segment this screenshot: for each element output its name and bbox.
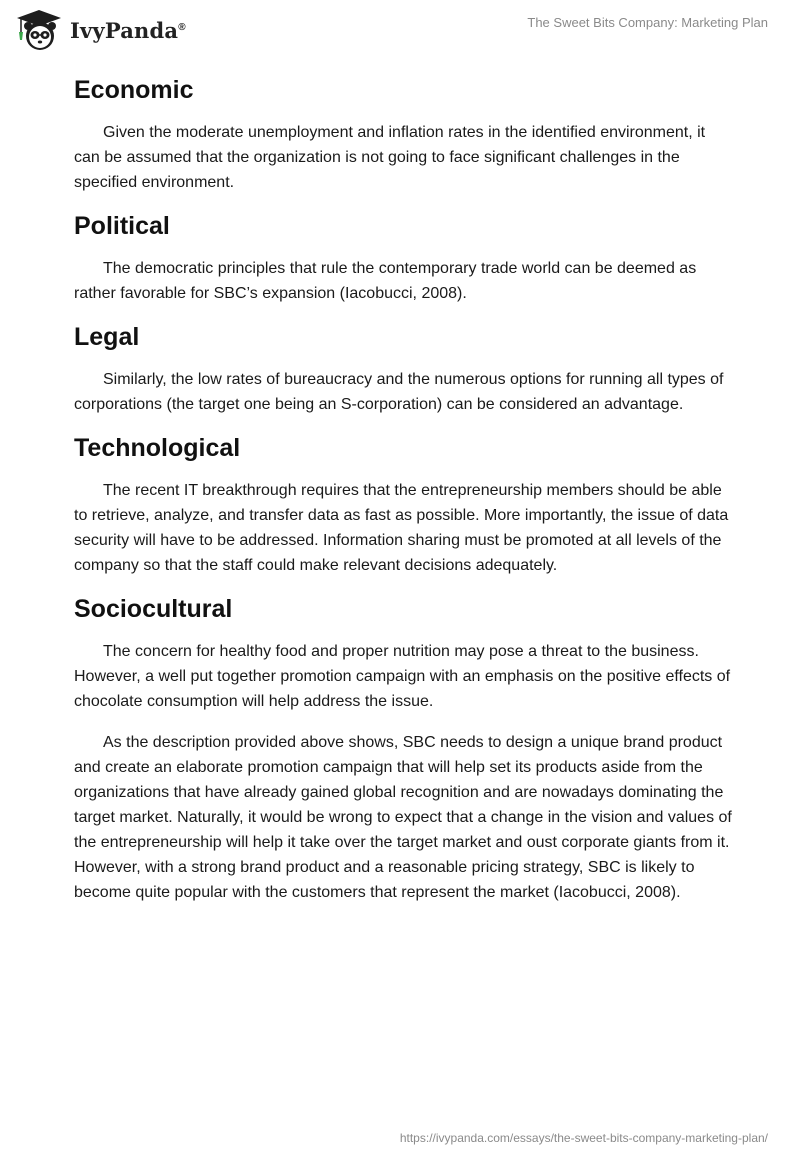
paragraph: The concern for healthy food and proper nutrition may pose a threat to the business. However, a well put together promotion campaign with an emphasis on the positive effects of chocolate consumption will help address the issue. [74,643,731,710]
section-heading: Technological [74,434,241,462]
page-header [0,0,800,60]
paragraph: As the description provided above shows, SBC needs to design a unique brand product and create an elaborate promotion campaign that will help set its products aside from the organizations that have already gained global recognition and are nowadays dominating the target market. Naturally, it would be wrong to expect that a change in the vision and values of the entrepreneurship will help it take over the target market and oust corporate giants from it. However, with a strong brand product and a reasonable pricing strategy, SBC is likely to become quite popular with the customers that represent the market (Iacobucci, 2008). [74,734,732,901]
ivypanda-logo[interactable] [14,8,186,52]
section-economic [74,72,734,195]
document-title: The Sweet Bits Company: Marketing Plan [527,15,768,30]
brand-name: IvyPanda® [70,17,186,43]
section-heading: Political [74,212,170,240]
section-technological [74,430,734,578]
source-url[interactable]: https://ivypanda.com/essays/the-sweet-bits-company-marketing-plan/ [399,1131,768,1145]
section-heading: Sociocultural [74,595,233,623]
section-sociocultural [74,591,734,905]
section-heading: Legal [74,323,140,351]
section-legal [74,319,734,417]
section-heading: Economic [74,76,194,104]
article-body [74,70,734,905]
paragraph: The democratic principles that rule the contemporary trade world can be deemed as rather favorable for SBC’s expansion (Iacobucci, 2008). [74,260,697,302]
paragraph: Given the moderate unemployment and inflation rates in the identified environment, it can be assumed that the organization is not going to face significant challenges in the specified environment. [74,124,706,191]
section-political [74,208,734,306]
panda-graduate-icon [14,8,64,52]
paragraph: The recent IT breakthrough requires that the entrepreneurship members should be able to retrieve, analyze, and transfer data as fast as possible. More importantly, the issue of data security will have to be addressed. Information sharing must be promoted at all levels of the company so that the staff could make relevant decisions adequately. [74,482,729,574]
paragraph: Similarly, the low rates of bureaucracy and the numerous options for running all types of corporations (the target one being an S-corporation) can be considered an advantage. [74,371,724,413]
